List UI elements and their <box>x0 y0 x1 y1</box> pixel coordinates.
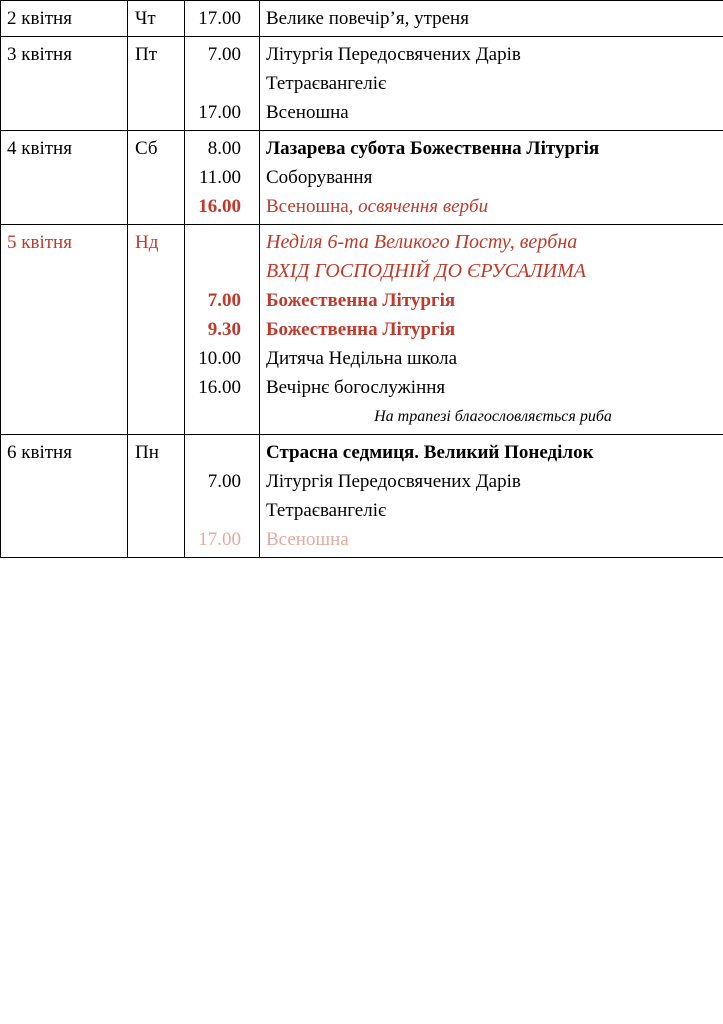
service-time <box>185 402 250 431</box>
weekday-cell <box>128 435 185 558</box>
service-time <box>185 228 250 257</box>
date-cell <box>1 1 128 37</box>
service-time: 7.00 <box>207 290 241 311</box>
service-description: Всеношна <box>266 102 349 123</box>
date-label: 5 квітня <box>7 232 72 253</box>
date-label: 3 квітня <box>7 44 72 65</box>
description-cell <box>260 37 723 131</box>
weekday-label: Нд <box>135 232 159 253</box>
weekday-cell <box>128 1 185 37</box>
date-label: 2 квітня <box>7 8 72 29</box>
service-description: Дитяча Недільна школа <box>266 348 458 369</box>
service-time: 17.00 <box>198 529 241 550</box>
schedule-body <box>1 1 723 558</box>
table-row <box>1 37 723 131</box>
service-time: 9.30 <box>207 319 241 340</box>
date-label: 6 квітня <box>7 442 72 463</box>
service-time: 17.00 <box>198 8 241 29</box>
service-description: ВХІД ГОСПОДНІЙ ДО ЄРУСАЛИМА <box>266 260 586 282</box>
description-cell <box>260 225 723 435</box>
description-cell <box>260 1 723 37</box>
service-description: Літургія Передосвячених Дарів <box>266 471 521 492</box>
service-time: 10.00 <box>198 348 241 369</box>
date-cell <box>1 225 128 435</box>
service-description: На трапезі благословляється риба <box>374 408 612 425</box>
time-cell <box>185 1 260 37</box>
date-cell <box>1 37 128 131</box>
service-time: 8.00 <box>207 138 241 159</box>
service-description: Тетраєвангеліє <box>266 500 387 521</box>
service-description: Всеношна <box>266 529 349 550</box>
service-time: 11.00 <box>198 167 241 188</box>
table-row <box>1 131 723 225</box>
time-cell <box>185 435 260 558</box>
service-time: 17.00 <box>198 102 241 123</box>
service-time <box>185 438 250 467</box>
date-cell <box>1 435 128 558</box>
description-cell <box>260 435 723 558</box>
table-row <box>1 225 723 435</box>
service-time <box>185 69 250 98</box>
service-time: 7.00 <box>207 44 241 65</box>
service-description: Літургія Передосвячених Дарів <box>266 44 521 65</box>
weekday-cell <box>128 225 185 435</box>
weekday-label: Пт <box>135 44 158 65</box>
weekday-cell <box>128 37 185 131</box>
time-cell <box>185 37 260 131</box>
weekday-label: Сб <box>135 138 158 159</box>
service-time: 7.00 <box>207 471 241 492</box>
service-description: Тетраєвангеліє <box>266 73 387 94</box>
service-description: Божественна Літургія <box>266 319 456 340</box>
service-description: Велике повечір’я, утреня <box>266 8 469 29</box>
table-row <box>1 435 723 558</box>
weekday-cell <box>128 131 185 225</box>
description-cell <box>260 131 723 225</box>
service-description: Лазарева субота Божественна Літургія <box>266 138 600 159</box>
weekday-label: Пн <box>135 442 159 463</box>
service-description: Вечірнє богослужіння <box>266 377 446 398</box>
date-label: 4 квітня <box>7 138 72 159</box>
time-cell <box>185 131 260 225</box>
time-cell <box>185 225 260 435</box>
service-description: Божественна Літургія <box>266 290 456 311</box>
service-text: Всеношна, <box>266 196 359 217</box>
service-time: 16.00 <box>198 377 241 398</box>
service-description: Страсна седмиця. Великий Понеділок <box>266 442 594 463</box>
service-description: Неділя 6-та Великого Посту, вербна <box>266 231 578 253</box>
service-time <box>185 257 250 286</box>
service-time <box>185 496 250 525</box>
service-time: 16.00 <box>198 196 241 217</box>
date-cell <box>1 131 128 225</box>
table-row <box>1 1 723 37</box>
service-description: Соборування <box>266 167 373 188</box>
service-description <box>266 192 720 221</box>
service-text-note: освячення верби <box>358 196 489 217</box>
weekday-label: Чт <box>135 8 156 29</box>
